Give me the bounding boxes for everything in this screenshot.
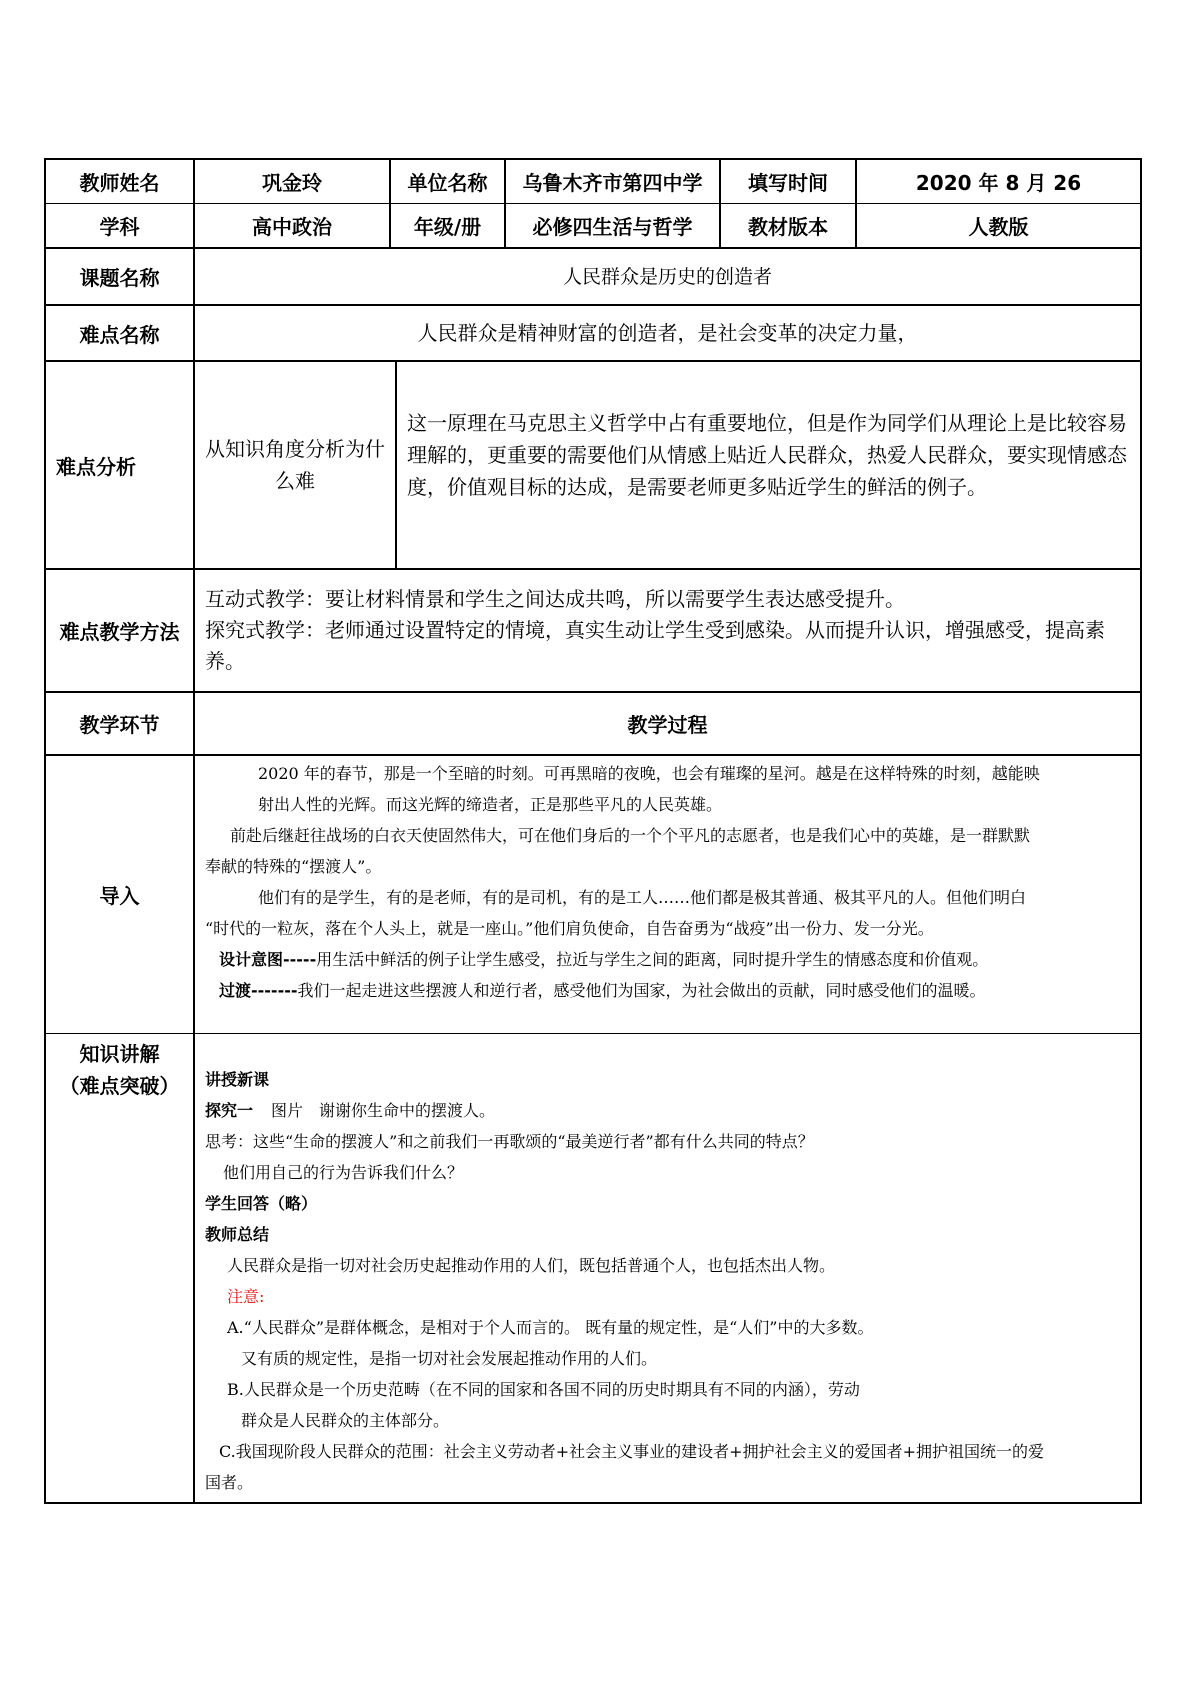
process-label: 教学环节 bbox=[46, 693, 195, 754]
note-c-1: C.我国现阶段人民群众的范围：社会主义劳动者+社会主义事业的建设者+拥护社会主义的爱国者+拥护祖国统一的爱 bbox=[219, 1442, 1044, 1461]
transition-label: 过渡------- bbox=[219, 981, 298, 1000]
student-answer: 学生回答（略） bbox=[205, 1194, 318, 1213]
process-value: 教学过程 bbox=[627, 713, 708, 737]
method-line-1: 互动式教学：要让材料情景和学生之间达成共鸣，所以需要学生表达感受提升。 bbox=[205, 587, 905, 611]
note-a-1: A.“人民群众”是群体概念，是相对于个人而言的。 既有量的规定性，是“人们”中的大多数。 bbox=[227, 1318, 874, 1337]
note-c-2: 国者。 bbox=[205, 1473, 254, 1492]
intro-p3a: 他们有的是学生，有的是老师，有的是司机，有的是工人……他们都是极其普通、极其平凡的人。但他们明白 bbox=[258, 888, 1027, 907]
grade-value: 必修四生活与哲学 bbox=[506, 204, 721, 247]
teacher-value: 巩金玲 bbox=[195, 160, 391, 203]
note-b-2: 群众是人民群众的主体部分。 bbox=[241, 1411, 450, 1430]
intro-content bbox=[195, 756, 1140, 1033]
edition-label: 教材版本 bbox=[721, 204, 857, 247]
lesson-plan-table bbox=[44, 158, 1142, 1504]
difficulty-row bbox=[46, 306, 1140, 362]
grade-label: 年级/册 bbox=[391, 204, 506, 247]
knowledge-label bbox=[46, 1034, 195, 1502]
design-label: 设计意图----- bbox=[219, 950, 317, 969]
intro-row bbox=[46, 756, 1140, 1034]
intro-p2a: 前赴后继赶往战场的白衣天使固然伟大，可在他们身后的一个个平凡的志愿者，也是我们心中的英雄，是一群默默 bbox=[230, 826, 1031, 845]
method-label: 难点教学方法 bbox=[46, 570, 195, 691]
header-row-1 bbox=[46, 160, 1140, 204]
method-row bbox=[46, 570, 1140, 693]
intro-design bbox=[205, 944, 988, 975]
edition-value: 人教版 bbox=[968, 215, 1029, 239]
difficulty-value: 人民群众是精神财富的创造者，是社会变革的决定力量， bbox=[417, 321, 918, 345]
unit-value: 乌鲁木齐市第四中学 bbox=[506, 160, 721, 203]
knowledge-heading: 讲授新课 bbox=[205, 1070, 270, 1089]
note-a-2: 又有质的规定性，是指一切对社会发展起推动作用的人们。 bbox=[241, 1349, 658, 1368]
definition: 人民群众是指一切对社会历史起推动作用的人们，既包括普通个人，也包括杰出人物。 bbox=[227, 1256, 836, 1275]
intro-label: 导入 bbox=[46, 756, 195, 1033]
method-line-2: 探究式教学：老师通过设置特定的情境，真实生动让学生受到感染。从而提升认识，增强感受，提高素养。 bbox=[205, 618, 1105, 673]
explore-line bbox=[205, 1095, 495, 1126]
transition-text: 我们一起走进这些摆渡人和逆行者，感受他们为国家，为社会做出的贡献，同时感受他们的温暖。 bbox=[297, 981, 986, 1000]
note-label: 注意: bbox=[227, 1287, 265, 1306]
intro-p2b: 奉献的特殊的“摆渡人”。 bbox=[205, 857, 382, 876]
think-2: 他们用自己的行为告诉我们什么？ bbox=[223, 1163, 464, 1182]
teacher-label: 教师姓名 bbox=[46, 160, 195, 203]
analysis-text: 这一原理在马克思主义哲学中占有重要地位，但是作为同学们从理论上是比较容易理解的，更重要的需要他们从情感上贴近人民群众，热爱人民群众，要实现情感态度，价值观目标的达成，是需要老师更多贴近学生的鲜活的例子。 bbox=[407, 411, 1127, 499]
design-text: 用生活中鲜活的例子让学生感受，拉近与学生之间的距离，同时提升学生的情感态度和价值观。 bbox=[316, 950, 989, 969]
think-1: 思考：这些“生命的摆渡人”和之前我们一再歌颂的“最美逆行者”都有什么共同的特点？ bbox=[205, 1132, 814, 1151]
difficulty-label: 难点名称 bbox=[46, 306, 195, 360]
teacher-summary: 教师总结 bbox=[205, 1225, 270, 1244]
intro-p1a: 2020 年的春节，那是一个至暗的时刻。可再黑暗的夜晚，也会有璀璨的星河。越是在这样特殊的时刻，越能映 bbox=[258, 764, 1040, 783]
intro-transition bbox=[205, 975, 986, 1006]
note-b-1: B.人民群众是一个历史范畴（在不同的国家和各国不同的历史时期具有不同的内涵），劳动 bbox=[227, 1380, 860, 1399]
explore-label: 探究一 bbox=[205, 1101, 254, 1120]
knowledge-label-2: （难点突破） bbox=[59, 1074, 180, 1098]
header-row-2 bbox=[46, 204, 1140, 249]
topic-label: 课题名称 bbox=[46, 249, 195, 304]
intro-p1b: 射出人性的光辉。而这光辉的缔造者，正是那些平凡的人民英雄。 bbox=[258, 795, 723, 814]
time-value: 2020 年 8 月 26 bbox=[915, 171, 1082, 195]
topic-value: 人民群众是历史的创造者 bbox=[562, 265, 772, 288]
intro-p3b: “时代的一粒灰，落在个人头上，就是一座山。”他们肩负使命，自告奋勇为“战疫”出一份力、发一分光。 bbox=[205, 919, 934, 938]
method-content bbox=[195, 570, 1140, 691]
knowledge-label-1: 知识讲解 bbox=[79, 1042, 160, 1066]
explore-text: 图片 谢谢你生命中的摆渡人。 bbox=[271, 1101, 496, 1120]
topic-row bbox=[46, 249, 1140, 306]
subject-value: 高中政治 bbox=[195, 204, 391, 247]
subject-label: 学科 bbox=[46, 204, 195, 247]
time-label: 填写时间 bbox=[721, 160, 857, 203]
analysis-label: 难点分析 bbox=[46, 362, 195, 568]
process-header-row bbox=[46, 693, 1140, 756]
unit-label: 单位名称 bbox=[391, 160, 506, 203]
knowledge-row bbox=[46, 1034, 1140, 1502]
analysis-sub-label: 从知识角度分析为什么难 bbox=[195, 362, 397, 568]
analysis-row bbox=[46, 362, 1140, 570]
knowledge-content bbox=[195, 1034, 1140, 1502]
